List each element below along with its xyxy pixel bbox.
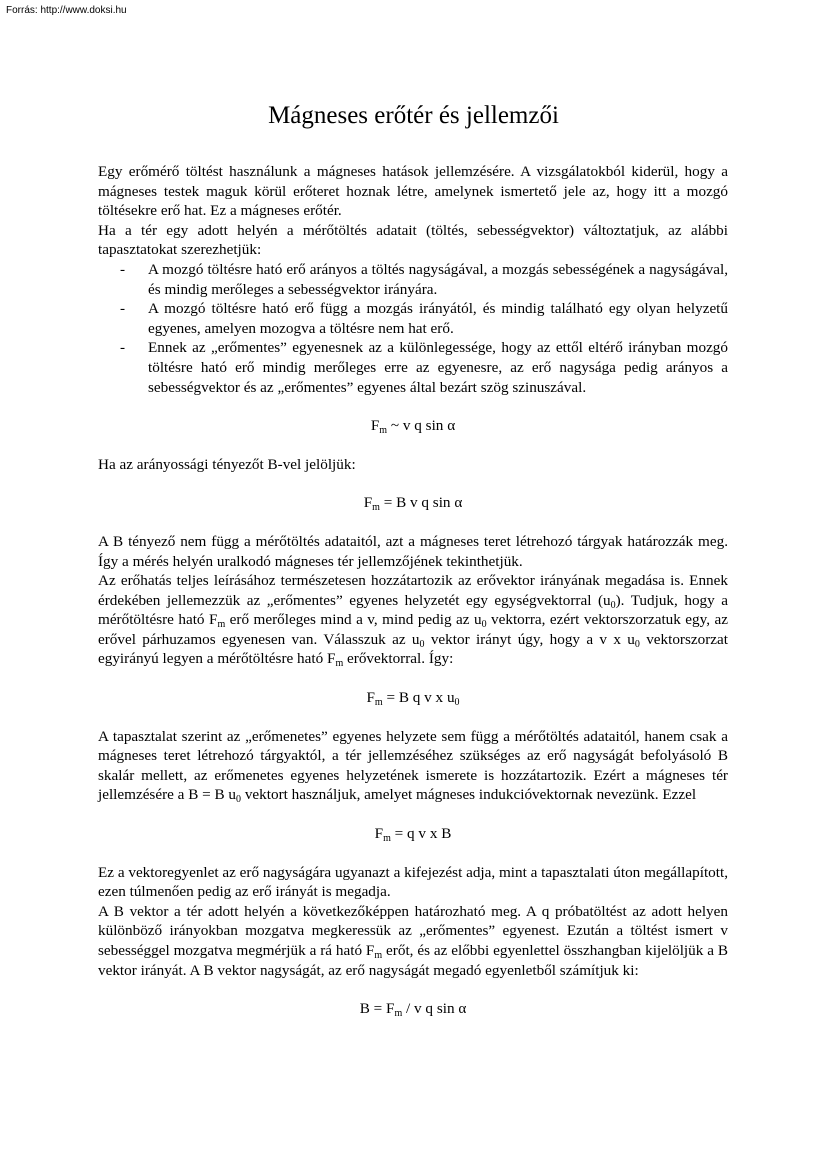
- paragraph-induction: A tapasztalat szerint az „erőmenetes” egyenes helyzete sem függ a mérőtöltés adataitól, hanem csak a mágneses teret létrehozó tárgyaktól, a tér jellemzéséhez szükséges az erő nagyságát befolyásoló B skalár mellett, az erőmenetes egyenes helyzetének ismerete is hozzátartozik. Ezért a mágneses tér jellemzésére a B = B $u_0$ vektort használjuk, amelyet mágneses indukcióvektornak nevezünk. Ezzel: [98, 727, 728, 806]
- equation-lorentz-force: $F_m = q$ v x B: [374, 825, 452, 845]
- paragraph-b-factor: A B tényező nem függ a mérőtöltés adataitól, azt a mágneses teret létrehozó tárgyak határozzák meg. Így a mérés helyén uralkodó mágneses tér jellemzőjének tekinthetjük.: [98, 532, 728, 570]
- source-note: Forrás: http://www.doksi.hu: [6, 5, 127, 16]
- paragraph-experiment: Ha a tér egy adott helyén a mérőtöltés adatait (töltés, sebességvektor) változtatjuk, az alábbi tapasztatokat szerezhetjük:: [98, 221, 728, 259]
- paragraph-vector-equation: Ez a vektoregyenlet az erő nagyságára ugyanazt a kifejezést adja, mint a tapasztalati úton megállapított, ezen túlmenően pedig az erő irányát is megadja.: [98, 863, 728, 901]
- paragraph-direction: Az erőhatás teljes leírásához természetesen hozzátartozik az erővektor irányának megadása is. Ennek érdekében jellemezzük az „erőmentes” egyenes helyzetét egy egységvektorral $(u_0)$. Tudjuk, hogy a mérőtöltésre ható $F_m$ erő merőleges mind a v, mind pedig az $u_0$ vektorra, ezért vektorszorzatuk egy, az erővel párhuzamos egyenesen van. Válasszuk az $u_0$ vektor irányt úgy, hogy a v x $u_0$ vektorszorzat egyirányú legyen a mérőtöltésre ható $F_m$ erővektorral. Így:: [98, 572, 728, 670]
- list-item: - A mozgó töltésre ható erő függ a mozgás irányától, és mindig található egy olyan helyzetű egyenes, amelyen mozogva a töltésre nem hat erő.: [98, 299, 728, 338]
- equation-force-scalar: $F_m = B$ v q sin α: [363, 494, 463, 514]
- observation-list: [98, 260, 728, 397]
- equation-proportionality: $F_m$ ~ v q sin α: [370, 417, 456, 437]
- document-body: [98, 162, 728, 1019]
- paragraph-intro: Egy erőmérő töltést használunk a mágneses hatások jellemzésére. A vizsgálatokból kiderül, hogy a mágneses testek maguk körül erőteret hoznak létre, amelynek ismertető jele az, hogy itt a mozgó töltésekre erő hat. Ez a mágneses erőtér.: [98, 163, 728, 220]
- list-item: - Ennek az „erőmentes” egyenesnek az a különlegessége, hogy az ettől eltérő irányban mozgó töltésre ható erő mindig merőleges erre az egyenesre, az erő nagysága pedig arányos a sebességvektor és az „erőmentes” egyenes által bezárt szög szinuszával.: [98, 338, 728, 397]
- equation-b-magnitude: $B = F_m / v$ q sin α: [359, 1000, 467, 1020]
- paragraph-measurement: A B vektor a tér adott helyén a következőképpen határozható meg. A q próbatöltést az adott helyen különböző irányokban mozgatva megkeressük az „erőmentes” egyenest. Ezután a töltést ismert v sebességgel mozgatva megmérjük a rá ható $F_m$ erőt, és az előbbi egyenlettel összhangban kijelöljük a B vektor irányát. A B vektor nagyságát, az erő nagyságát megadó egyenletből számítjuk ki:: [98, 902, 728, 979]
- equation-force-unit-vector: $F_m = B$ q v x $u_0$: [366, 689, 460, 709]
- paragraph-coefficient: Ha az arányossági tényezőt B-vel jelöljük:: [98, 455, 356, 473]
- list-item: - A mozgó töltésre ható erő arányos a töltés nagyságával, a mozgás sebességének a nagyságával, és mindig merőleges a sebességvektor irányára.: [98, 260, 728, 299]
- page-title: Mágneses erőtér és jellemzői: [268, 102, 559, 129]
